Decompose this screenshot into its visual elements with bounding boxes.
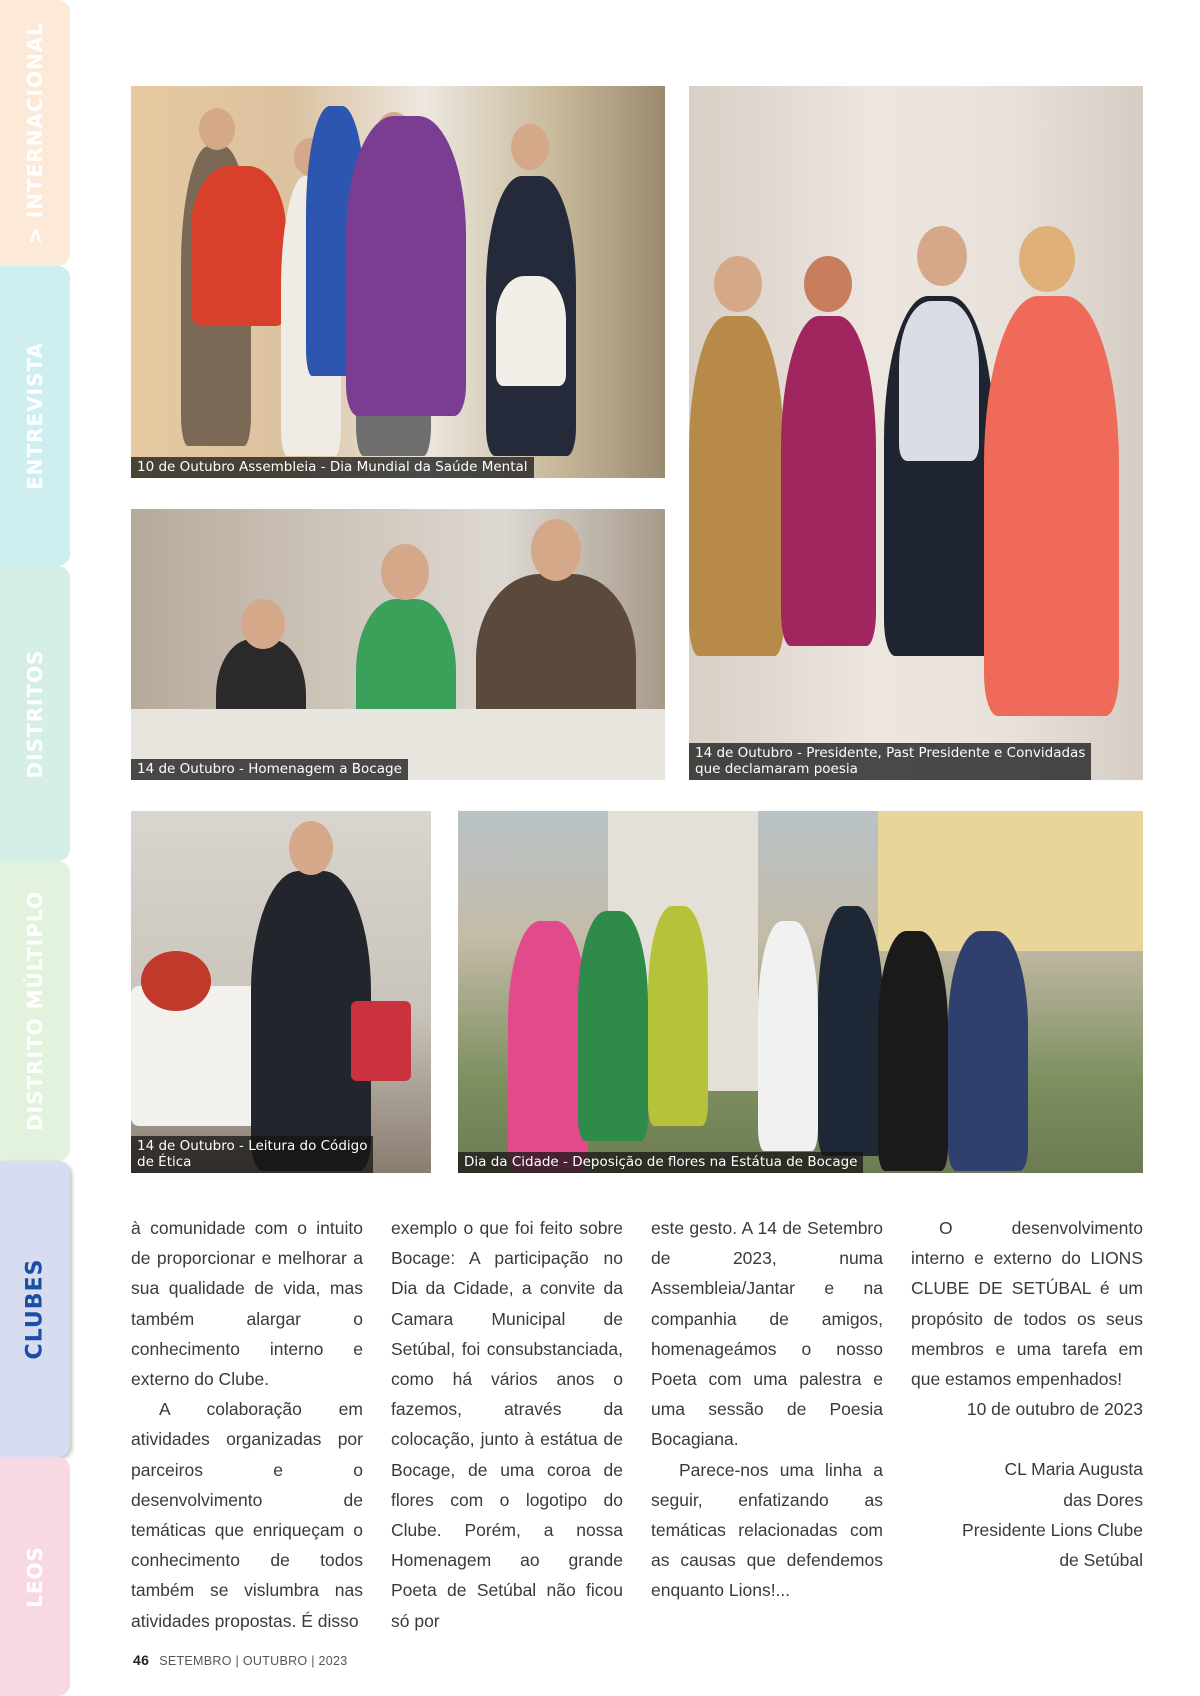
person-head [381,544,429,600]
tab-distrito-multiplo[interactable] [0,861,70,1161]
article-column-4 [911,1213,1143,1575]
building [878,811,1143,951]
signature-name: CL Maria Augusta [1004,1459,1143,1480]
article-column-3 [651,1213,883,1606]
photo-homenagem-bocage [131,509,665,780]
person-head [1019,226,1075,292]
flag-portugal [191,166,286,326]
tab-entrevista-label: ENTREVISTA [23,342,47,490]
page-footer [133,1652,348,1668]
person-head [199,108,235,150]
tab-distritos[interactable] [0,566,70,861]
person-head [241,599,285,649]
tab-clubes[interactable] [0,1161,70,1457]
article-paragraph: Parece-nos uma linha a seguir, enfatizando as temáticas relacionadas com as causas que defendemos enquanto Lions!... [651,1459,883,1601]
flag-setubal [346,116,466,416]
photo-assembleia-saude-mental [131,86,665,478]
photo-leitura-codigo-etica [131,811,431,1173]
caption-line: 14 de Outubro - Leitura do Código [137,1138,368,1154]
person-figure [984,296,1119,716]
article-paragraph: este gesto. A 14 de Setembro de 2023, numa Assembleia/Jantar e na companhia de amigos, homenageámos o nosso Poeta com uma palestra e uma sessão de Poesia Bocagiana. [651,1218,883,1450]
photo-presidente-convidadas [689,86,1143,780]
tab-internacional[interactable] [0,0,70,266]
article-column-1 [131,1213,363,1636]
photo-caption [131,1136,373,1173]
article-paragraph: O desenvolvimento interno e externo do LIONS CLUBE DE SETÚBAL é um propósito de todos os seus membros e uma tarefa em que estamos empenhados! [911,1218,1143,1390]
person-head [714,256,762,312]
person-head [804,256,852,312]
person-shirt [899,301,979,461]
person-figure [948,931,1028,1171]
tab-entrevista[interactable] [0,266,70,566]
article-column-2 [391,1213,623,1636]
signature-title: de Setúbal [1059,1550,1143,1571]
photo-caption: Dia da Cidade - Deposição de flores na Estátua de Bocage [458,1152,863,1173]
tab-distrito-multiplo-label: DISTRITO MÚLTIPLO [23,891,47,1131]
tab-leos-label: LEOS [23,1545,47,1608]
person-head [531,519,581,581]
photo-caption: 10 de Outubro Assembleia - Dia Mundial da Saúde Mental [131,457,534,478]
tab-leos[interactable] [0,1457,70,1696]
page-number: 46 [133,1652,150,1668]
person-figure [689,316,784,656]
person-figure [781,316,876,646]
signature-title: Presidente Lions Clube [962,1519,1143,1540]
person-figure [648,906,708,1126]
tab-internacional-label: > INTERNACIONAL [23,22,47,244]
flower-arrangement [141,951,211,1011]
photo-caption [689,743,1091,780]
photo-dia-da-cidade [458,811,1143,1173]
article-paragraph: à comunidade com o intuito de proporcionar e melhorar a sua qualidade de vida, mas também alargar o conhecimento interno e externo do Clube. [131,1218,363,1390]
pennants [496,276,566,386]
article-paragraph: A colaboração em atividades organizadas por parceiros e o desenvolvimento de temáticas que enriqueçam o conhecimento de todos também se vislumbra nas atividades propostas. É disso [131,1399,363,1631]
signature-name: das Dores [1063,1489,1143,1510]
tab-clubes-label: CLUBES [22,1258,48,1360]
caption-line: 14 de Outubro - Presidente, Past Presidente e Convidadas [695,745,1086,761]
person-figure [758,921,818,1151]
issue-label: SETEMBRO | OUTUBRO | 2023 [159,1654,348,1668]
article-paragraph: exemplo o que foi feito sobre Bocage: A participação no Dia da Cidade, a convite da Camara Municipal de Setúbal, foi consubstanciada, como há vários anos o fazemos, através da colocação, junto à estátua de Bocage, de uma coroa de flores com o logotipo do Clube. Porém, a nossa Homenagem ao grande Poeta de Setúbal não ficou só por [391,1218,623,1631]
person-head [289,821,333,875]
person-figure [508,921,588,1171]
person-figure [578,911,648,1141]
caption-line: que declamaram poesia [695,761,858,777]
tab-distritos-label: DISTRITOS [23,649,47,778]
person-head [511,124,549,170]
article-date: 10 de outubro de 2023 [966,1399,1143,1420]
person-head [917,226,967,286]
person-figure [818,906,883,1156]
person-figure [878,931,948,1171]
chair [351,1001,411,1081]
photo-caption: 14 de Outubro - Homenagem a Bocage [131,759,408,780]
caption-line: de Ética [137,1154,192,1170]
